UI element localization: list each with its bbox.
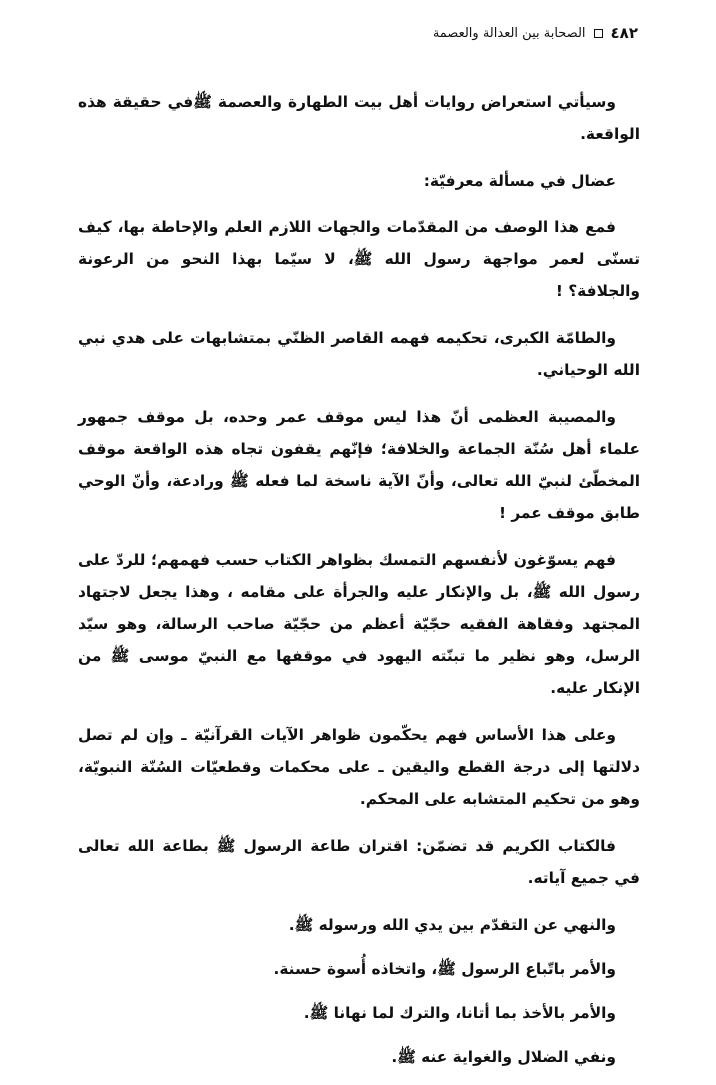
list-item: والأمر باتّباع الرسول ﷺ، واتخاذه أُسوة حسنة.	[273, 960, 616, 978]
list-item: ونفي الضلال والغواية عنه ﷺ.	[391, 1048, 616, 1066]
running-header	[433, 24, 638, 42]
paragraph: وعلى هذا الأساس فهم يحكّمون ظواهر الآيات القرآنيّة ـ وإن لم تصل دلالتها إلى درجة القطع واليقين ـ على محكمات وقطعيّات السُنّة النبويّة، وهو من تحكيم المتشابه على المحكم.	[78, 726, 640, 808]
paragraph: فمع هذا الوصف من المقدّمات والجهات اللازم العلم والإحاطة بها، كيف تسنّى لعمر مواجهة رسول الله ﷺ، لا سيّما بهذا النحو من الرعونة والجلافة؟ !	[78, 218, 640, 300]
body-text	[78, 86, 640, 1085]
page-number: ٤٨٢	[610, 24, 638, 42]
paragraph: والمصيبة العظمى أنّ هذا ليس موقف عمر وحده، بل موقف جمهور علماء أهل سُنّة الجماعة والخلافة؛ فإنّهم يقفون تجاه هذه الواقعة موقف المخطّئ لنبيّ الله تعالى، وأنّ الآية ناسخة لما فعله ﷺ ورادعة، وأنّ الوحي طابق موقف عمر !	[78, 408, 640, 522]
square-ornament-icon	[594, 29, 603, 38]
paragraph: فالكتاب الكريم قد تضمّن: اقتران طاعة الرسول ﷺ بطاعة الله تعالى في جميع آياته.	[78, 837, 640, 887]
book-title: الصحابة بين العدالة والعصمة	[432, 25, 586, 41]
paragraph: والطامّة الكبرى، تحكيمه فهمه القاصر الظنّي بمتشابهات على هدي نبي الله الوحياني.	[78, 329, 640, 379]
list-item: والنهي عن التقدّم بين يدي الله ورسوله ﷺ.	[288, 916, 616, 934]
paragraph: فهم يسوّغون لأنفسهم التمسك بظواهر الكتاب حسب فهمهم؛ للردّ على رسول الله ﷺ، بل والإنكار عليه والجرأة على مقامه ، وهذا يجعل لاجتهاد المجتهد وفقاهة الفقيه حجّيّة أعظم من حجّيّة صاحب الرسالة، وهو سيّد الرسل، وهو نظير ما تبنّته اليهود في موقفها مع النبيّ موسى ﷺ من الإنكار عليه.	[78, 551, 640, 697]
paragraph: وسيأتي استعراض روايات أهل بيت الطهارة والعصمة ﷺفي حقيقة هذه الواقعة.	[78, 93, 640, 143]
section-heading: عضال في مسألة معرفيّة:	[423, 172, 616, 190]
list-item: والأمر بالأخذ بما أتانا، والترك لما نهانا ﷺ.	[303, 1004, 616, 1022]
